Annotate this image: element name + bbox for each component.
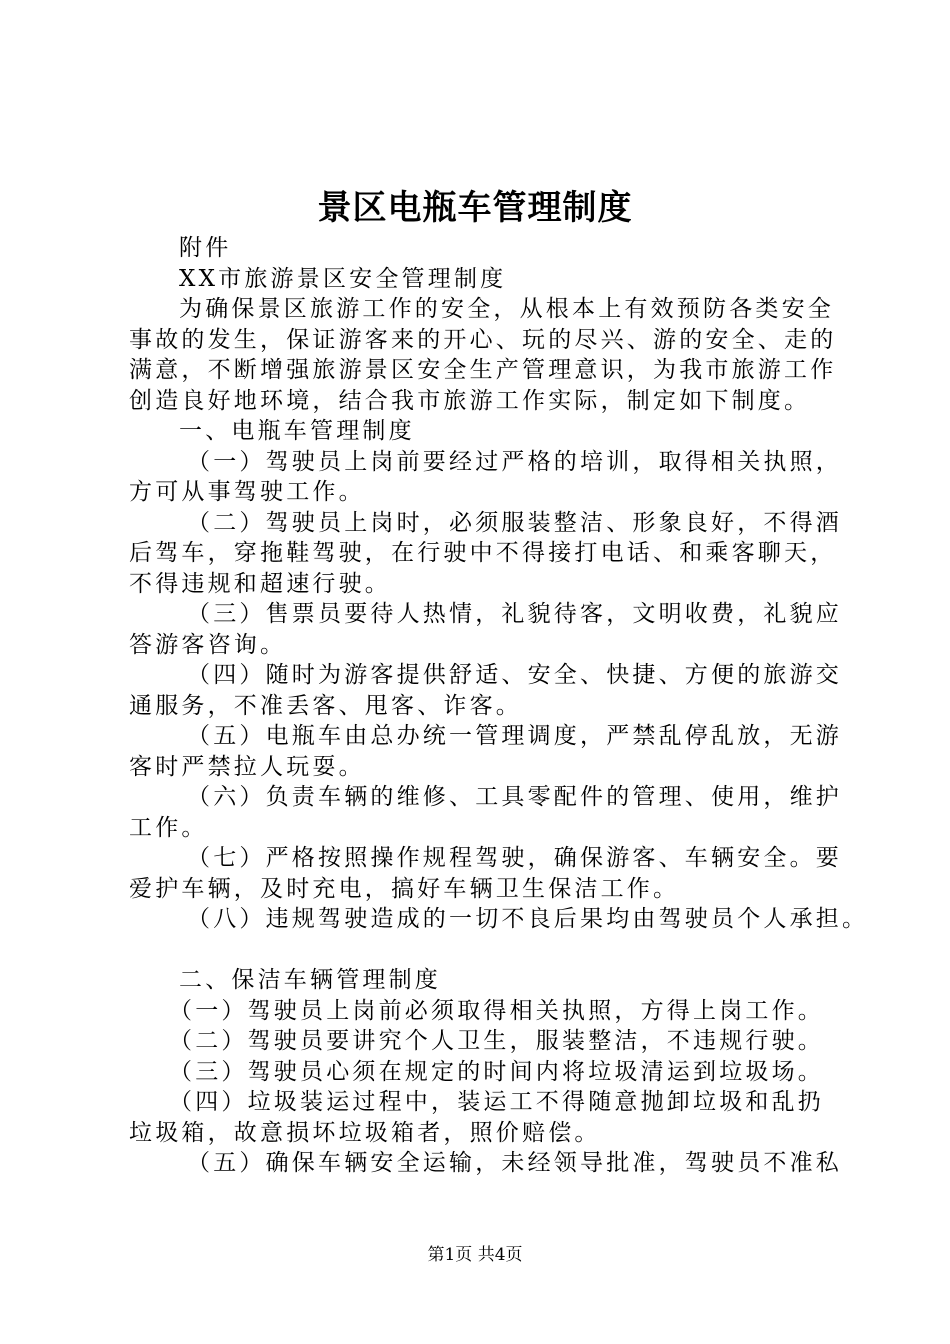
subtitle-line: XX市旅游景区安全管理制度	[179, 265, 507, 292]
intro-line-3: 满意，不断增强旅游景区安全生产管理意识，为我市旅游工作	[129, 357, 837, 383]
intro-line-4: 创造良好地环境，结合我市旅游工作实际，制定如下制度。	[129, 387, 811, 414]
clause-line: （四）随时为游客提供舒适、安全、快捷、方便的旅游交	[187, 662, 842, 688]
attachment-label: 附件	[179, 235, 232, 261]
clause-line: 工作。	[129, 814, 208, 841]
clause-line: （二）驾驶员要讲究个人卫生，服装整洁，不违规行驶。	[169, 1028, 824, 1054]
clause-line: （二）驾驶员上岗时，必须服装整洁、形象良好，不得酒	[187, 509, 842, 536]
section-heading-2: 二、保洁车辆管理制度	[179, 967, 441, 993]
blank-line	[129, 935, 849, 966]
document-body	[129, 233, 869, 1179]
clause-line: 答游客咨询。	[129, 631, 287, 658]
document-title: 景区电瓶车管理制度	[317, 188, 633, 228]
clause-line: （五）确保车辆安全运输，未经领导批准，驾驶员不准私	[187, 1150, 842, 1176]
clause-line: （八）违规驾驶造成的一切不良后果均由驾驶员个人承担。	[187, 906, 869, 932]
clause-line: （三）驾驶员心须在规定的时间内将垃圾清运到垃圾场。	[169, 1058, 824, 1085]
clause-line: 方可从事驾驶工作。	[129, 479, 365, 505]
clause-line: （一）驾驶员上岗前要经过严格的培训，取得相关执照，	[187, 448, 842, 475]
clause-line: 后驾车，穿拖鞋驾驶，在行驶中不得接打电话、和乘客聊天，	[129, 540, 837, 566]
clause-line: 垃圾箱，故意损坏垃圾箱者，照价赔偿。	[129, 1119, 601, 1146]
clause-line: 爱护车辆，及时充电，搞好车辆卫生保洁工作。	[129, 875, 680, 902]
section-heading-1: 一、电瓶车管理制度	[179, 418, 415, 444]
clause-line: （四）垃圾装运过程中，装运工不得随意抛卸垃圾和乱扔	[169, 1089, 824, 1115]
clause-line: （七）严格按照操作规程驾驶，确保游客、车辆安全。要	[187, 845, 842, 871]
clause-line: 通服务，不准丢客、甩客、诈客。	[129, 692, 522, 719]
clause-line: 不得违规和超速行驶。	[129, 570, 391, 597]
clause-line: 客时严禁拉人玩耍。	[129, 753, 365, 780]
clause-line: （六）负责车辆的维修、工具零配件的管理、使用，维护	[187, 784, 842, 810]
clause-line: （一）驾驶员上岗前必须取得相关执照，方得上岗工作。	[169, 997, 824, 1024]
clause-line: （三）售票员要待人热情，礼貌待客，文明收费，礼貌应	[187, 601, 842, 627]
intro-line-2: 事故的发生，保证游客来的开心、玩的尽兴、游的安全、走的	[129, 326, 837, 353]
intro-line-1: 为确保景区旅游工作的安全，从根本上有效预防各类安全	[179, 296, 834, 322]
clause-line: （五）电瓶车由总办统一管理调度，严禁乱停乱放，无游	[187, 723, 842, 749]
page-footer: 第1页 共4页	[427, 1245, 523, 1265]
